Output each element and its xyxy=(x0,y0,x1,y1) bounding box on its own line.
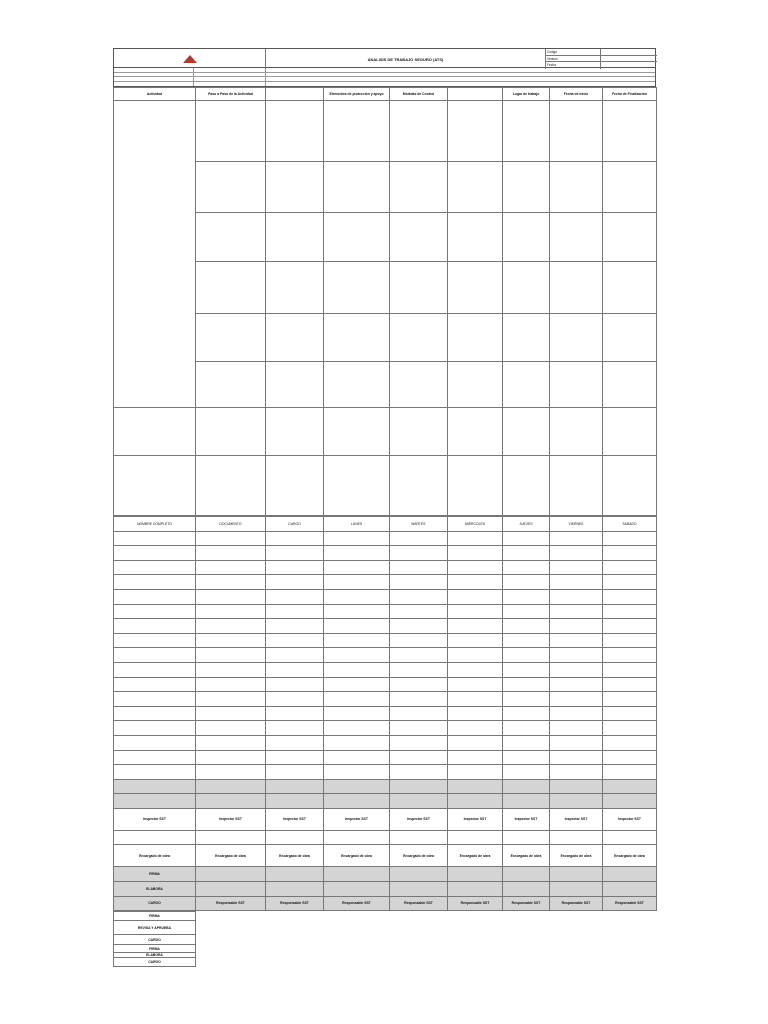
document-header xyxy=(113,48,656,68)
column-header: Elementos de protección y apoyo xyxy=(324,88,390,101)
column-header xyxy=(266,88,324,101)
info-row xyxy=(114,82,655,87)
encargado-label: Encargado de obra xyxy=(324,845,390,867)
responsable-label: Responsable SST xyxy=(448,896,503,911)
elabora-row xyxy=(114,882,657,897)
info-key xyxy=(114,77,194,81)
hazard-cell xyxy=(266,362,324,408)
encargado-label: Encargado de obra xyxy=(503,845,550,867)
table-row xyxy=(114,456,657,516)
info-value xyxy=(194,82,266,87)
ppe-cell xyxy=(324,101,390,162)
info-extra xyxy=(266,73,655,77)
control-cell xyxy=(390,456,448,516)
document-title: ANALISIS DE TRABAJO SEGURO (ATS) xyxy=(266,49,546,69)
hazard-cell xyxy=(266,162,324,213)
encargado-label: Encargado de obra xyxy=(550,845,603,867)
activity-cell xyxy=(114,456,196,516)
table-row xyxy=(114,362,657,408)
attendance-row xyxy=(114,633,657,648)
firma-label: FIRMA xyxy=(114,867,196,882)
info-extra xyxy=(266,77,655,81)
inspector-label: Inspector SST xyxy=(448,808,503,830)
attendance-header: JUEVES xyxy=(503,517,550,532)
inspector-label: Inspector SST xyxy=(550,808,603,830)
inspector-label: Inspector SST xyxy=(196,808,266,830)
encargado-label: Encargado de obra xyxy=(448,845,503,867)
column-header: Lugar de trabajo xyxy=(503,88,550,101)
firma-label: FIRMA xyxy=(114,945,196,953)
ppe-cell xyxy=(324,314,390,362)
ppe-cell xyxy=(324,456,390,516)
place-cell xyxy=(503,262,550,314)
approval-block xyxy=(113,911,196,967)
step-cell xyxy=(196,262,266,314)
hazard-cell xyxy=(266,314,324,362)
hazard-cell xyxy=(266,456,324,516)
elabora-label: ELABORA xyxy=(114,953,196,958)
step-cell xyxy=(196,456,266,516)
company-logo xyxy=(114,49,266,69)
firma-row xyxy=(114,867,657,882)
attendance-row xyxy=(114,735,657,750)
start-date-cell xyxy=(550,362,603,408)
attendance-row xyxy=(114,604,657,619)
inspector-label: Inspector SST xyxy=(503,808,550,830)
start-date-cell xyxy=(550,262,603,314)
responsable-label: Responsable SST xyxy=(266,896,324,911)
meta-value xyxy=(601,49,657,55)
start-date-cell xyxy=(550,314,603,362)
start-date-cell xyxy=(550,408,603,456)
place-cell xyxy=(503,362,550,408)
routine-cell xyxy=(448,362,503,408)
attendance-header: CARGO xyxy=(266,517,324,532)
attendance-header: MARTES xyxy=(390,517,448,532)
place-cell xyxy=(503,162,550,213)
routine-cell xyxy=(448,162,503,213)
info-key xyxy=(114,82,194,87)
responsable-label: Responsable SST xyxy=(324,896,390,911)
end-date-cell xyxy=(603,362,657,408)
encargado-label: Encargado de obra xyxy=(114,845,196,867)
ppe-cell xyxy=(324,162,390,213)
cargo-label: CARGO xyxy=(114,896,196,911)
table-row xyxy=(114,162,657,213)
activity-cell xyxy=(114,408,196,456)
attendance-header: NOMBRE COMPLETO xyxy=(114,517,196,532)
responsable-label: Responsable SST xyxy=(390,896,448,911)
step-cell xyxy=(196,162,266,213)
control-cell xyxy=(390,314,448,362)
end-date-cell xyxy=(603,162,657,213)
attendance-row xyxy=(114,765,657,780)
ppe-cell xyxy=(324,213,390,262)
end-date-cell xyxy=(603,101,657,162)
ppe-cell xyxy=(324,408,390,456)
routine-cell xyxy=(448,101,503,162)
step-cell xyxy=(196,314,266,362)
column-header: Actividad xyxy=(114,88,196,101)
end-date-cell xyxy=(603,262,657,314)
inspector-label: Inspector SST xyxy=(603,808,657,830)
cargo-label: CARGO xyxy=(114,935,196,945)
routine-cell xyxy=(448,213,503,262)
routine-cell xyxy=(448,262,503,314)
responsable-label: Responsable SST xyxy=(550,896,603,911)
place-cell xyxy=(503,314,550,362)
document-meta xyxy=(546,49,657,69)
meta-row xyxy=(546,49,657,56)
control-cell xyxy=(390,408,448,456)
responsable-label: Responsable SST xyxy=(196,896,266,911)
attendance-row xyxy=(114,750,657,765)
responsable-label: Responsable SST xyxy=(603,896,657,911)
attendance-row xyxy=(114,706,657,721)
column-header: Medidas de Control xyxy=(390,88,448,101)
encargado-label: Encargado de obra xyxy=(196,845,266,867)
logo-mark-icon xyxy=(183,55,197,63)
responsable-label: Responsable SST xyxy=(503,896,550,911)
column-header: Paso a Paso de la Actividad xyxy=(196,88,266,101)
attendance-row xyxy=(114,721,657,736)
routine-cell xyxy=(448,408,503,456)
firma-label: FIRMA xyxy=(114,912,196,921)
inspector-label: Inspector SST xyxy=(266,808,324,830)
step-cell xyxy=(196,408,266,456)
cargo-label: CARGO xyxy=(114,958,196,967)
attendance-row xyxy=(114,589,657,604)
info-extra xyxy=(266,82,655,87)
start-date-cell xyxy=(550,101,603,162)
step-cell xyxy=(196,213,266,262)
routine-cell xyxy=(448,314,503,362)
risk-analysis-table xyxy=(113,87,657,516)
attendance-header-row xyxy=(114,517,657,532)
column-header xyxy=(448,88,503,101)
table-header-row xyxy=(114,88,657,101)
attendance-header: LUNES xyxy=(324,517,390,532)
end-date-cell xyxy=(603,314,657,362)
column-header: Fecha de Inicio xyxy=(550,88,603,101)
inspector-label: Inspector SST xyxy=(390,808,448,830)
info-key xyxy=(114,73,194,77)
attendance-row xyxy=(114,546,657,561)
table-row xyxy=(114,314,657,362)
meta-key: Codigo xyxy=(546,49,601,55)
end-date-cell xyxy=(603,456,657,516)
control-cell xyxy=(390,262,448,314)
attendance-row xyxy=(114,830,657,845)
meta-key: Fecha xyxy=(546,62,601,69)
routine-cell xyxy=(448,456,503,516)
attendance-header: VIERNES xyxy=(550,517,603,532)
encargado-label: Encargado de obra xyxy=(603,845,657,867)
attendance-row xyxy=(114,619,657,634)
attendance-row xyxy=(114,531,657,546)
inspector-row xyxy=(114,808,657,830)
attendance-header: DOCUMENTO xyxy=(196,517,266,532)
place-cell xyxy=(503,456,550,516)
control-cell xyxy=(390,162,448,213)
encargado-row xyxy=(114,845,657,867)
attendance-row xyxy=(114,560,657,575)
inspector-label: Inspector SST xyxy=(114,808,196,830)
meta-value xyxy=(601,56,657,62)
control-cell xyxy=(390,362,448,408)
attendance-header: SABADO xyxy=(603,517,657,532)
attendance-header: MIERCOLES xyxy=(448,517,503,532)
attendance-row xyxy=(114,575,657,590)
encargado-label: Encargado de obra xyxy=(390,845,448,867)
table-row xyxy=(114,262,657,314)
project-info xyxy=(113,68,656,87)
encargado-label: Encargado de obra xyxy=(266,845,324,867)
start-date-cell xyxy=(550,456,603,516)
table-row xyxy=(114,101,657,162)
start-date-cell xyxy=(550,213,603,262)
control-cell xyxy=(390,213,448,262)
ppe-cell xyxy=(324,262,390,314)
place-cell xyxy=(503,408,550,456)
hazard-cell xyxy=(266,408,324,456)
attendance-row xyxy=(114,692,657,707)
place-cell xyxy=(503,213,550,262)
hazard-cell xyxy=(266,101,324,162)
inspector-label: Inspector SST xyxy=(324,808,390,830)
ppe-cell xyxy=(324,362,390,408)
meta-row xyxy=(546,56,657,63)
activity-cell xyxy=(114,101,196,408)
info-value xyxy=(194,77,266,81)
attendance-row xyxy=(114,648,657,663)
revisa-label: REVISA Y APRUEBA xyxy=(114,921,196,935)
column-header: Fecha de Finalización xyxy=(603,88,657,101)
start-date-cell xyxy=(550,162,603,213)
step-cell xyxy=(196,101,266,162)
end-date-cell xyxy=(603,408,657,456)
meta-key: Version xyxy=(546,56,601,62)
attendance-table xyxy=(113,516,657,911)
table-row xyxy=(114,213,657,262)
elabora-label: ELABORA xyxy=(114,882,196,897)
control-cell xyxy=(390,101,448,162)
responsable-row xyxy=(114,896,657,911)
end-date-cell xyxy=(603,213,657,262)
table-row xyxy=(114,408,657,456)
meta-row xyxy=(546,62,657,69)
hazard-cell xyxy=(266,213,324,262)
step-cell xyxy=(196,362,266,408)
attendance-row xyxy=(114,794,657,809)
attendance-row xyxy=(114,677,657,692)
hazard-cell xyxy=(266,262,324,314)
attendance-row xyxy=(114,779,657,794)
info-value xyxy=(194,73,266,77)
place-cell xyxy=(503,101,550,162)
attendance-row xyxy=(114,662,657,677)
meta-value xyxy=(601,62,657,69)
ats-sheet xyxy=(113,48,656,967)
